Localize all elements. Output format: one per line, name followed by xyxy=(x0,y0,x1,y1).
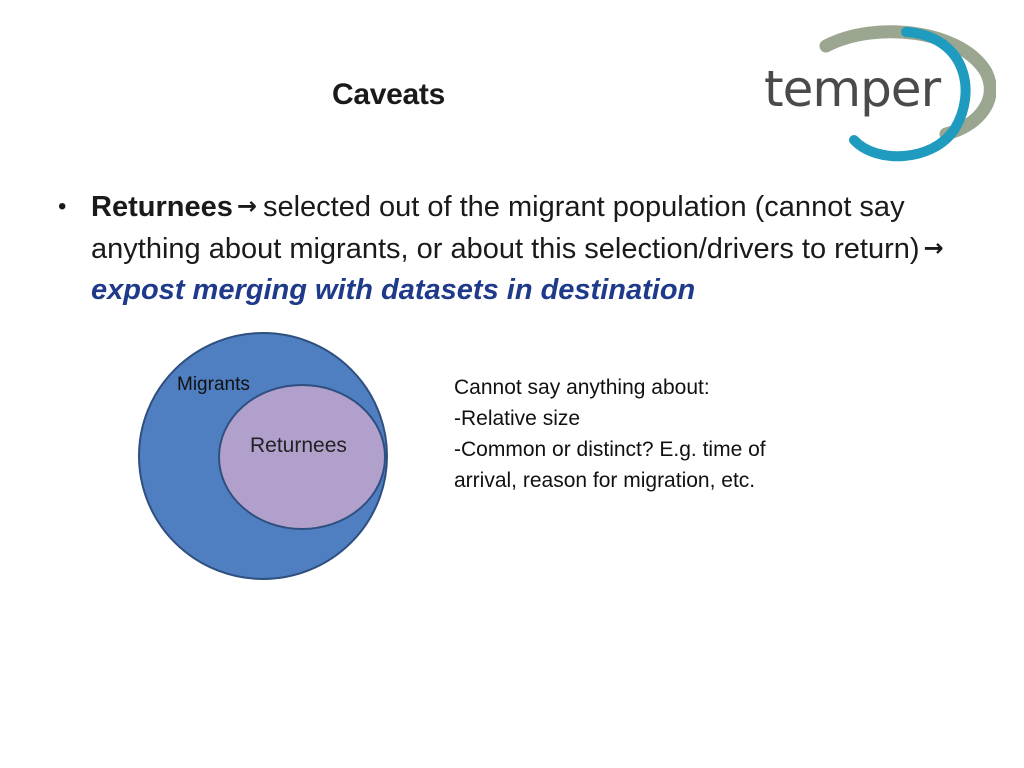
slide-title: Caveats xyxy=(332,78,445,111)
bullet-emphasis: expost merging with datasets in destination xyxy=(91,274,696,306)
temper-logo-graphic xyxy=(756,22,996,162)
note-line-1: -Relative size xyxy=(454,407,581,430)
bullet-dot: • xyxy=(58,193,67,220)
note-heading: Cannot say anything about: xyxy=(454,376,710,399)
bullet-text xyxy=(91,186,971,311)
caveat-note xyxy=(454,372,874,496)
bullet-lead: Returnees xyxy=(91,191,233,223)
bullet-part1: selected out of the migrant population (cannot say anything about migrants, or about this selection/drivers to return) xyxy=(91,191,920,265)
note-line-3: arrival, reason for migration, etc. xyxy=(454,469,756,492)
temper-logo xyxy=(756,22,996,162)
logo-wordmark: temper xyxy=(764,60,941,118)
note-line-2: -Common or distinct? E.g. time of xyxy=(454,438,766,461)
arrow-right-icon-2: → xyxy=(923,234,944,262)
migrants-label: Migrants xyxy=(177,374,250,395)
arrow-right-icon: → xyxy=(236,192,257,220)
returnees-label: Returnees xyxy=(250,434,347,457)
